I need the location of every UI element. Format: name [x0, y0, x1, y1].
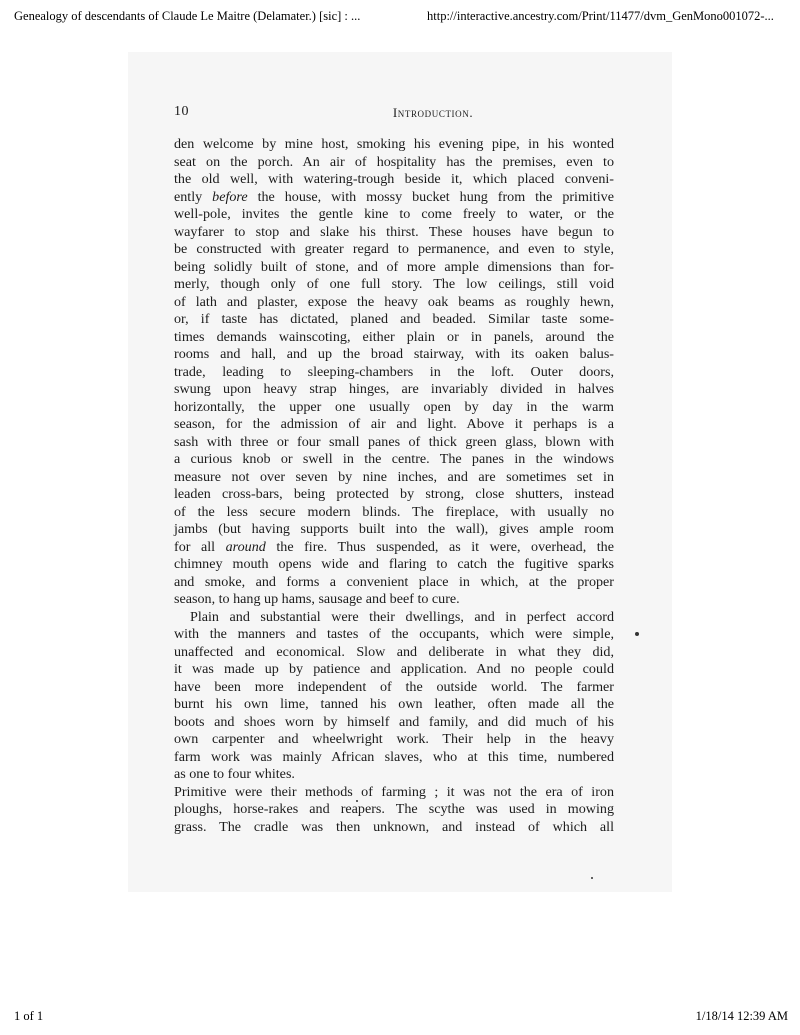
text-line: chimney mouth opens wide and flaring to catch the fugitive sparks [174, 556, 614, 572]
text-line: as one to four whites. [174, 766, 295, 782]
text-line: grass. The cradle was then unknown, and instead of which all [174, 818, 614, 835]
text-line: ploughs, horse-rakes and reapers. The scythe was used in mowing [174, 801, 614, 817]
text-line: rooms and hall, and up the broad stairway, with its oaken balus- [174, 346, 614, 362]
text-line: den welcome by mine host, smoking his evening pipe, in his wonted [174, 136, 614, 152]
text-line: Primitive were their methods of farming ; it was not the era of iron [174, 783, 614, 800]
text-line: season, to hang up hams, sausage and beef to cure. [174, 591, 460, 607]
text-line: the old well, with watering-trough beside it, which placed conveni- [174, 171, 614, 187]
text-line: seat on the porch. An air of hospitality has the premises, even to [174, 153, 614, 170]
text-line [174, 539, 614, 557]
text-line: have been more independent of the outside world. The farmer [174, 678, 614, 695]
print-footer-timestamp: 1/18/14 12:39 AM [695, 1009, 788, 1023]
text-line: burnt his own lime, tanned his own leather, often made all the [174, 696, 614, 712]
text-segment: the fire. Thus suspended, as it were, overhead, the [265, 538, 614, 555]
text-line: farm work was mainly African slaves, who at this time, numbered [174, 748, 614, 765]
text-line: Plain and substantial were their dwellings, and in perfect accord [190, 608, 614, 625]
text-line: own carpenter and wheelwright work. Their help in the heavy [174, 731, 614, 747]
text-line: unaffected and economical. Slow and deliberate in what they did, [174, 643, 614, 660]
text-line: jambs (but having supports built into the wall), gives ample room [174, 521, 614, 537]
text-line: boots and shoes worn by himself and family, and did much of his [174, 713, 614, 730]
text-line: of lath and plaster, expose the heavy oak beams as roughly hewn, [174, 293, 614, 310]
text-segment: for all [174, 538, 226, 555]
running-head [0, 105, 800, 121]
text-line: well-pole, invites the gentle kine to come freely to water, or the [174, 206, 614, 222]
text-segment: the house, with mossy bucket hung from the primitive [247, 188, 614, 205]
italic-word: around [225, 538, 266, 555]
text-line: measure not over seven by nine inches, and are sometimes set in [174, 468, 614, 485]
text-line: sash with three or four small panes of thick green glass, blown with [174, 433, 614, 450]
text-line: season, for the admission of air and light. Above it perhaps is a [174, 416, 614, 432]
scan-speck [591, 877, 593, 879]
text-line: being solidly built of stone, and of more ample dimensions than for- [174, 258, 614, 275]
text-line: swung upon heavy strap hinges, are invariably divided in halves [174, 381, 614, 397]
running-head-text: Introduction. [392, 105, 474, 120]
text-line: be constructed with greater regard to permanence, and even to style, [174, 241, 614, 257]
italic-word: before [212, 188, 248, 205]
text-line: it was made up by patience and application. And no people could [174, 661, 614, 677]
text-line: a curious knob or swell in the centre. The panes in the windows [174, 451, 614, 467]
page-number: 10 [174, 104, 189, 119]
page-body-text [174, 136, 614, 836]
scan-speck [635, 632, 639, 636]
print-header-title: Genealogy of descendants of Claude Le Maitre (Delamater.) [sic] : ... [14, 9, 361, 23]
text-line: merly, though only of one full story. The low ceilings, still void [174, 276, 614, 292]
text-line: horizontally, the upper one usually open by day in the warm [174, 398, 614, 415]
text-line: wayfarer to stop and slake his thirst. These houses have begun to [174, 223, 614, 240]
print-footer-page-count: 1 of 1 [14, 1009, 44, 1023]
text-line: with the manners and tastes of the occupants, which were simple, [174, 626, 614, 642]
text-line: or, if taste has dictated, planed and beaded. Similar taste some- [174, 311, 614, 327]
text-segment: ently [174, 188, 213, 205]
text-line [174, 189, 614, 207]
print-header-url: http://interactive.ancestry.com/Print/11477/dvm_GenMono001072-... [427, 9, 774, 23]
text-line: and smoke, and forms a convenient place in which, at the proper [174, 573, 614, 590]
text-line: of the less secure modern blinds. The fireplace, with usually no [174, 503, 614, 520]
text-line: trade, leading to sleeping-chambers in the loft. Outer doors, [174, 363, 614, 380]
text-line: times demands wainscoting, either plain or in panels, around the [174, 328, 614, 345]
text-line: leaden cross-bars, being protected by strong, close shutters, instead [174, 486, 614, 502]
